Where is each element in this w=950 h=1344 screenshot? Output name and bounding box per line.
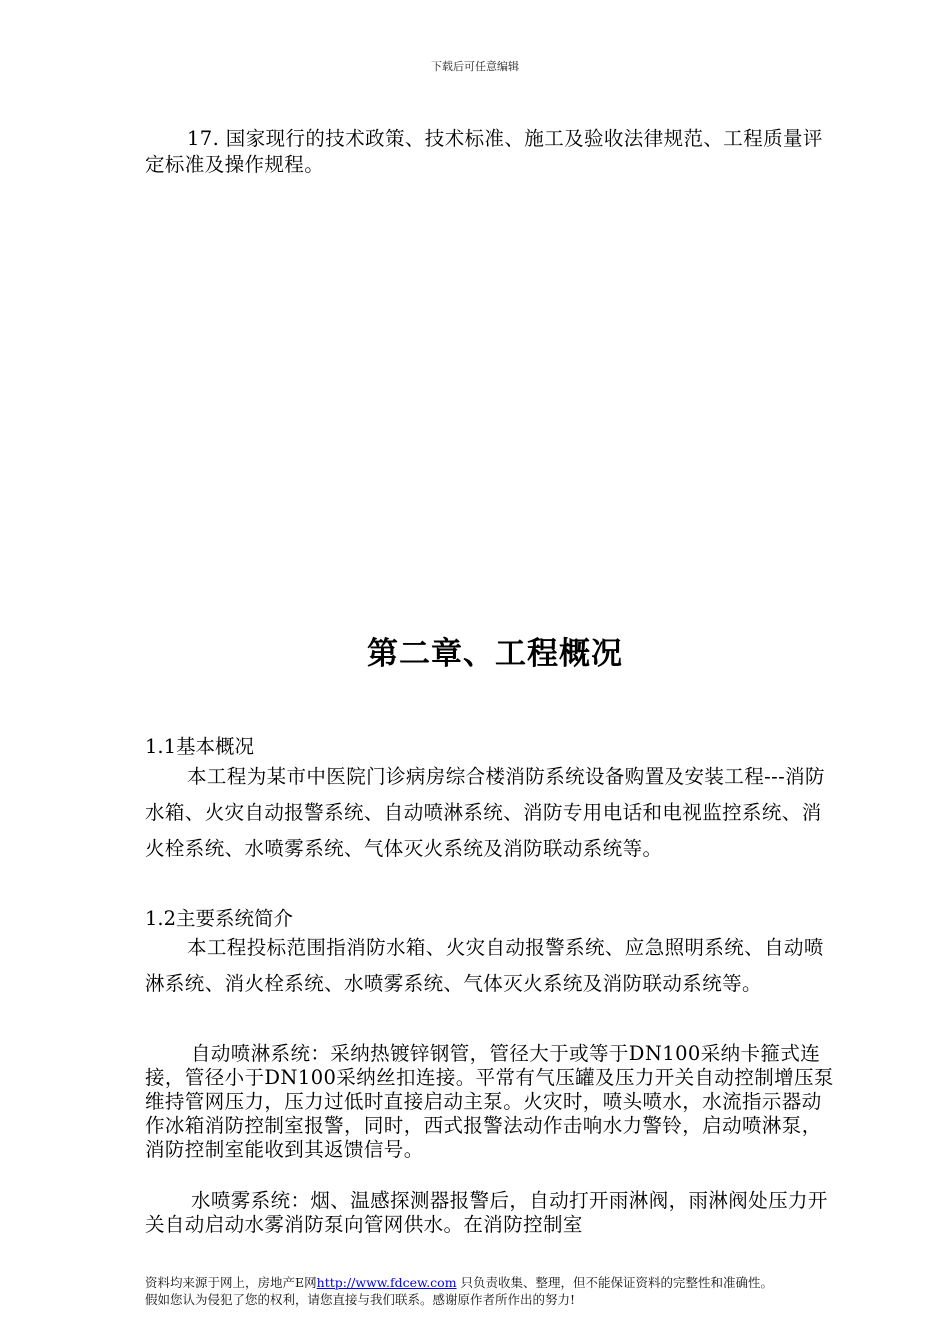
section-1-2-body: 本工程投标范围指消防水箱、火灾自动报警系统、应急照明系统、自动喷淋系统、消火栓系统、水喷雾系统、气体灭火系统及消防联动系统等。	[145, 936, 824, 995]
section-1-1-body: 本工程为某市中医院门诊病房综合楼消防系统设备购置及安装工程---消防水箱、火灾自动报警系统、自动喷淋系统、消防专用电话和电视监控系统、消火栓系统、水喷雾系统、气体灭火系统及消防联动系统等。	[145, 765, 825, 860]
section-1-1-heading: 1.1基本概况	[145, 735, 255, 758]
chapter-title: 第二章、工程概况	[367, 636, 623, 672]
section-1-2-heading: 1.2主要系统简介	[145, 907, 294, 930]
footer-website-link[interactable]: http://www.fdcew.com	[316, 1275, 457, 1290]
page-footer	[145, 1274, 865, 1308]
footer-text-before-link: 资料均来源于网上，房地产E网	[145, 1275, 317, 1290]
intro-item-17: 17. 国家现行的技术政策、技术标准、施工及验收法律规范、工程质量评定标准及操作规程。	[145, 127, 823, 176]
footer-line-2: 假如您认为侵犯了您的权利，请您直接与我们联系。感谢原作者所作出的努力!	[145, 1292, 576, 1307]
water-mist-system-paragraph: 水喷雾系统：烟、温感探测器报警后，自动打开雨淋阀，雨淋阀处压力开关自动启动水雾消防泵向管网供水。在消防控制室	[145, 1189, 828, 1236]
sprinkler-system-paragraph: 自动喷淋系统：采纳热镀锌钢管，管径大于或等于DN100采纳卡箍式连接，管径小于DN100采纳丝扣连接。平常有气压罐及压力开关自动控制增压泵维持管网压力，压力过低时直接启动主泵。火灾时，喷头喷水，水流指示器动作冰箱消防控制室报警，同时，西式报警法动作击响水力警铃，启动喷淋泵，消防控制室能收到其返馈信号。	[145, 1042, 834, 1161]
footer-line-1	[145, 1274, 865, 1291]
footer-text-after-link: 只负责收集、整理，但不能保证资料的完整性和准确性。	[456, 1275, 774, 1290]
header-note: 下载后可任意编辑	[431, 60, 519, 73]
